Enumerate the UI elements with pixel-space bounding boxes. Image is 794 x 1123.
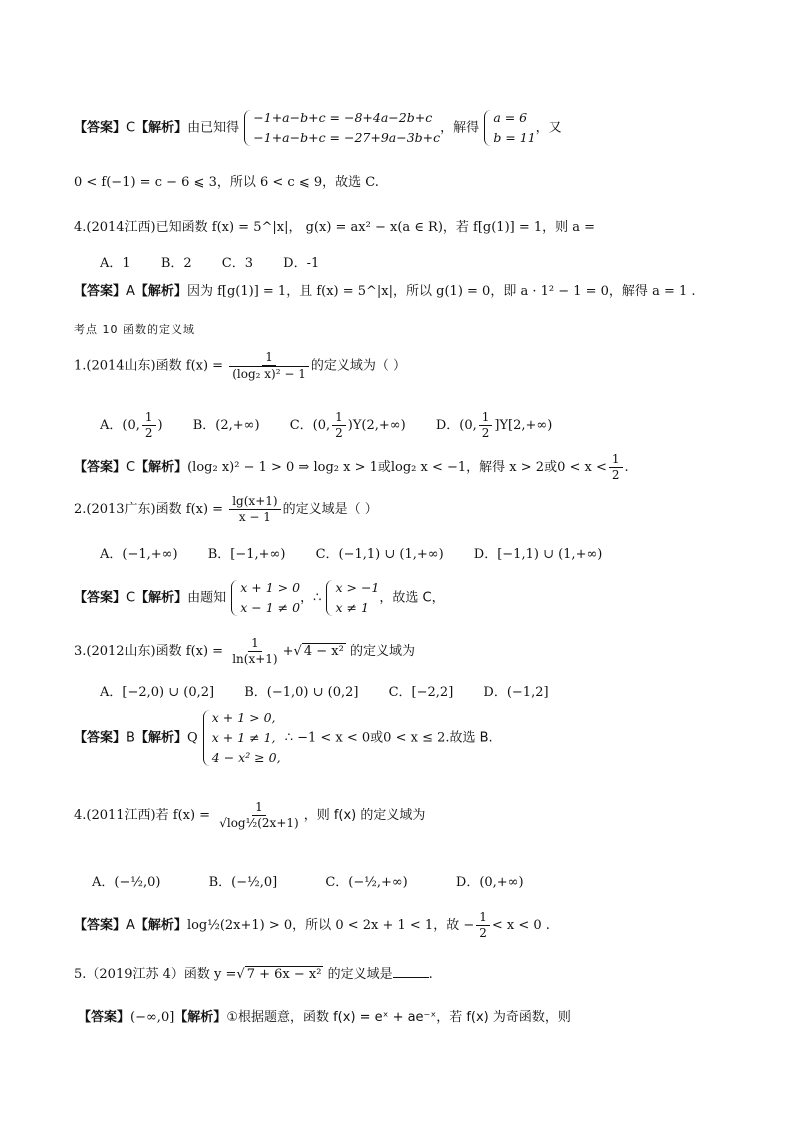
option-a: A．1 bbox=[100, 256, 131, 271]
answer-line bbox=[74, 280, 794, 299]
analysis-text: ，∴ bbox=[300, 590, 322, 606]
fraction-numerator: 1 bbox=[609, 452, 623, 468]
option-text: C．(0, bbox=[289, 418, 331, 433]
analysis-result: ∴ −1 < x < 0或0 < x ≤ 2. bbox=[284, 730, 450, 746]
option-row bbox=[100, 681, 794, 700]
answer-tag: 【答案】 bbox=[74, 730, 127, 746]
fraction-numerator: lg(x+1) bbox=[229, 494, 280, 510]
stem-text: 的定义域是 bbox=[327, 967, 393, 982]
option-row bbox=[100, 410, 794, 441]
inequality-system bbox=[230, 578, 300, 618]
option-a: A．[−2,0) ∪ (0,2] bbox=[100, 685, 215, 700]
fraction bbox=[476, 910, 490, 941]
equation-line: 4 − x² ≥ 0, bbox=[211, 750, 281, 765]
fraction bbox=[142, 410, 156, 441]
answer-line bbox=[74, 910, 794, 941]
option-c bbox=[290, 410, 406, 441]
answer-blank bbox=[393, 965, 429, 978]
stem-text: ，则 f(x) 的定义域为 bbox=[303, 808, 426, 823]
radicand: 4 − x² bbox=[303, 644, 344, 659]
answer-letter: A bbox=[126, 918, 135, 933]
option-text: )Y(2,+∞) bbox=[347, 418, 406, 433]
option-b: B．(−1,0) ∪ (0,2] bbox=[244, 685, 359, 700]
fraction bbox=[229, 636, 280, 667]
option-c: C．(−1,1) ∪ (1,+∞) bbox=[315, 547, 444, 562]
fraction-denominator: x − 1 bbox=[238, 510, 271, 524]
stem-text: + bbox=[282, 644, 294, 659]
option-c: C．[−2,2] bbox=[388, 685, 454, 700]
equation-line: b = 11 bbox=[493, 130, 536, 145]
stem-text: 3.(2012山东)函数 f(x) = bbox=[74, 644, 224, 659]
analysis-text: ，故选 C， bbox=[379, 590, 445, 606]
fraction-denominator: 2 bbox=[479, 926, 487, 940]
equation-line: x + 1 > 0 bbox=[240, 580, 301, 595]
answer-letter: B bbox=[126, 730, 135, 746]
fraction-numerator: 1 bbox=[332, 410, 346, 426]
answer-tag: 【答案】 bbox=[74, 460, 127, 475]
option-d: D．(0,+∞) bbox=[455, 875, 524, 890]
fraction-denominator: ln(x+1) bbox=[232, 652, 278, 666]
option-a: A．(−½,0) bbox=[92, 875, 161, 890]
analysis-tag: 【解析】 bbox=[134, 918, 187, 933]
analysis-tag: 【解析】 bbox=[174, 1010, 227, 1025]
question-stem: 4.(2014江西)已知函数 f(x) = 5^|x|， g(x) = ax² − x(a ∈ R)，若 f[g(1)] = 1，则 a = bbox=[74, 220, 596, 235]
stem-text: 4.(2011江西)若 f(x) = bbox=[74, 808, 211, 823]
equation-line: x ≠ 1 bbox=[335, 600, 369, 615]
analysis-text: 故选 B. bbox=[449, 730, 493, 746]
analysis-text: log½(2x+1) > 0，所以 0 < 2x + 1 < 1，故 − bbox=[186, 918, 475, 933]
fraction bbox=[229, 494, 280, 525]
analysis-text: < x < 0 . bbox=[491, 918, 550, 933]
answer-letter: C bbox=[126, 590, 136, 606]
fraction-numerator: 1 bbox=[262, 350, 276, 366]
equation-line: x − 1 ≠ 0 bbox=[240, 600, 301, 615]
question-stem: 5.（2019江苏 4）函数 y =√ 7 + 6x − x² 的定义域是 . bbox=[74, 967, 433, 982]
option-row bbox=[100, 252, 794, 271]
analysis-text: . bbox=[624, 460, 629, 475]
option-text: ) bbox=[157, 418, 163, 433]
option-d: D．-1 bbox=[283, 256, 320, 271]
equation-line: a = 6 bbox=[493, 110, 528, 125]
answer-letter: A bbox=[126, 284, 135, 299]
fraction bbox=[216, 800, 301, 831]
question-stem bbox=[74, 350, 794, 382]
analysis-text: 由已知得 bbox=[187, 120, 240, 136]
fraction bbox=[609, 452, 623, 483]
answer-line bbox=[74, 708, 794, 768]
option-text: A．(0, bbox=[100, 418, 140, 433]
analysis-text: ，解得 bbox=[440, 120, 480, 136]
equation-system bbox=[243, 108, 440, 148]
analysis-text: 因为 f[g(1)] = 1，且 f(x) = 5^|x|，所以 g(1) = 0，即 a · 1² − 1 = 0，解得 a = 1 . bbox=[186, 284, 696, 299]
answer-line bbox=[74, 452, 794, 483]
stem-text: 2.(2013广东)函数 f(x) = bbox=[74, 502, 224, 517]
fraction-numerator: 1 bbox=[252, 800, 266, 816]
answer-tag: 【答案】 bbox=[74, 284, 127, 299]
equation-line: −1+a−b+c = −27+9a−3b+c bbox=[253, 130, 441, 145]
option-d: D．[−1,1) ∪ (1,+∞) bbox=[473, 547, 603, 562]
fraction-denominator: (log₂ x)² − 1 bbox=[229, 366, 309, 382]
fraction bbox=[229, 350, 309, 382]
stem-text: . bbox=[428, 967, 433, 982]
fraction bbox=[332, 410, 346, 441]
answer-line bbox=[78, 1006, 794, 1025]
option-b: B．2 bbox=[160, 256, 192, 271]
solution-system bbox=[483, 108, 535, 148]
fraction-denominator: 2 bbox=[611, 468, 620, 482]
question-stem: 3.(2012山东)函数 f(x) = $\frac{1}{\ln(x+1)}$ +√ 4 − x² 的定义域为 bbox=[74, 636, 415, 666]
fraction-numerator: 1 bbox=[248, 636, 262, 652]
option-c: C．(−½,+∞) bbox=[325, 875, 408, 890]
option-a bbox=[100, 410, 163, 441]
analysis-text: (log₂ x)² − 1 > 0 ⇒ log₂ x > 1或log₂ x < −1，解得 x > 2或0 < x < bbox=[187, 460, 607, 475]
stem-text: 的定义域是（ ） bbox=[282, 502, 378, 517]
answer-tag: 【答案】 bbox=[74, 120, 127, 136]
analysis-tag: 【解析】 bbox=[135, 120, 188, 136]
section-title: 考点 10 函数的定义域 bbox=[74, 323, 195, 336]
answer-letter: C bbox=[126, 460, 136, 475]
stem-text: 的定义域为 bbox=[349, 644, 415, 659]
fraction-numerator: 1 bbox=[142, 410, 156, 426]
fraction-denominator: √log½(2x+1) bbox=[219, 816, 299, 830]
stem-text: 5.（2019江苏 4）函数 y = bbox=[74, 967, 237, 982]
fraction-denominator: 2 bbox=[481, 426, 490, 440]
fraction bbox=[479, 410, 493, 441]
analysis-tag: 【解析】 bbox=[135, 590, 188, 606]
inequality-system bbox=[202, 708, 281, 768]
option-text: D．(0, bbox=[435, 418, 477, 433]
equation-line: x > −1 bbox=[335, 580, 380, 595]
analysis-tag: 【解析】 bbox=[134, 284, 187, 299]
option-b: B．(2,+∞) bbox=[192, 418, 260, 433]
answer-letter: C bbox=[126, 120, 136, 136]
analysis-continuation: 0 < f(−1) = c − 6 ⩽ 3，所以 6 < c ⩽ 9，故选 C. bbox=[74, 175, 379, 190]
analysis-text: Q bbox=[186, 730, 198, 746]
radicand: 7 + 6x − x² bbox=[246, 967, 322, 982]
analysis-text: ①根据题意，函数 f(x) = eˣ + ae⁻ˣ，若 f(x) 为奇函数，则 bbox=[226, 1010, 571, 1025]
answer-line-prev bbox=[74, 108, 794, 148]
stem-text: 1.(2014山东)函数 f(x) = bbox=[74, 358, 224, 374]
option-row bbox=[100, 543, 794, 562]
option-row bbox=[92, 871, 794, 890]
question-stem bbox=[74, 800, 794, 831]
question-stem bbox=[74, 494, 794, 525]
option-text: ]Y[2,+∞) bbox=[494, 418, 553, 433]
analysis-tag: 【解析】 bbox=[135, 460, 188, 475]
answer-line bbox=[74, 578, 794, 618]
equation-line: −1+a−b+c = −8+4a−2b+c bbox=[253, 110, 433, 125]
option-d bbox=[436, 410, 552, 441]
fraction-denominator: 2 bbox=[144, 426, 153, 440]
answer-tag: 【答案】 bbox=[78, 1010, 131, 1025]
analysis-text: 由题知 bbox=[187, 590, 227, 606]
answer-value: (−∞,0] bbox=[130, 1010, 175, 1025]
fraction-numerator: 1 bbox=[476, 910, 490, 926]
stem-text: 的定义域为（ ） bbox=[310, 358, 406, 374]
option-d: D．(−1,2] bbox=[483, 685, 549, 700]
option-b: B．[−1,+∞) bbox=[207, 547, 286, 562]
option-a: A．(−1,+∞) bbox=[100, 547, 178, 562]
answer-tag: 【答案】 bbox=[74, 590, 127, 606]
option-c: C．3 bbox=[221, 256, 253, 271]
fraction-numerator: 1 bbox=[479, 410, 493, 426]
option-b: B．(−½,0] bbox=[208, 875, 278, 890]
equation-line: x + 1 ≠ 1, bbox=[211, 730, 276, 745]
fraction-denominator: 2 bbox=[335, 426, 343, 440]
answer-tag: 【答案】 bbox=[74, 918, 127, 933]
analysis-tag: 【解析】 bbox=[134, 730, 187, 746]
equation-line: x + 1 > 0, bbox=[211, 710, 276, 725]
analysis-text: ，又 bbox=[535, 120, 562, 136]
result-system bbox=[325, 578, 379, 618]
